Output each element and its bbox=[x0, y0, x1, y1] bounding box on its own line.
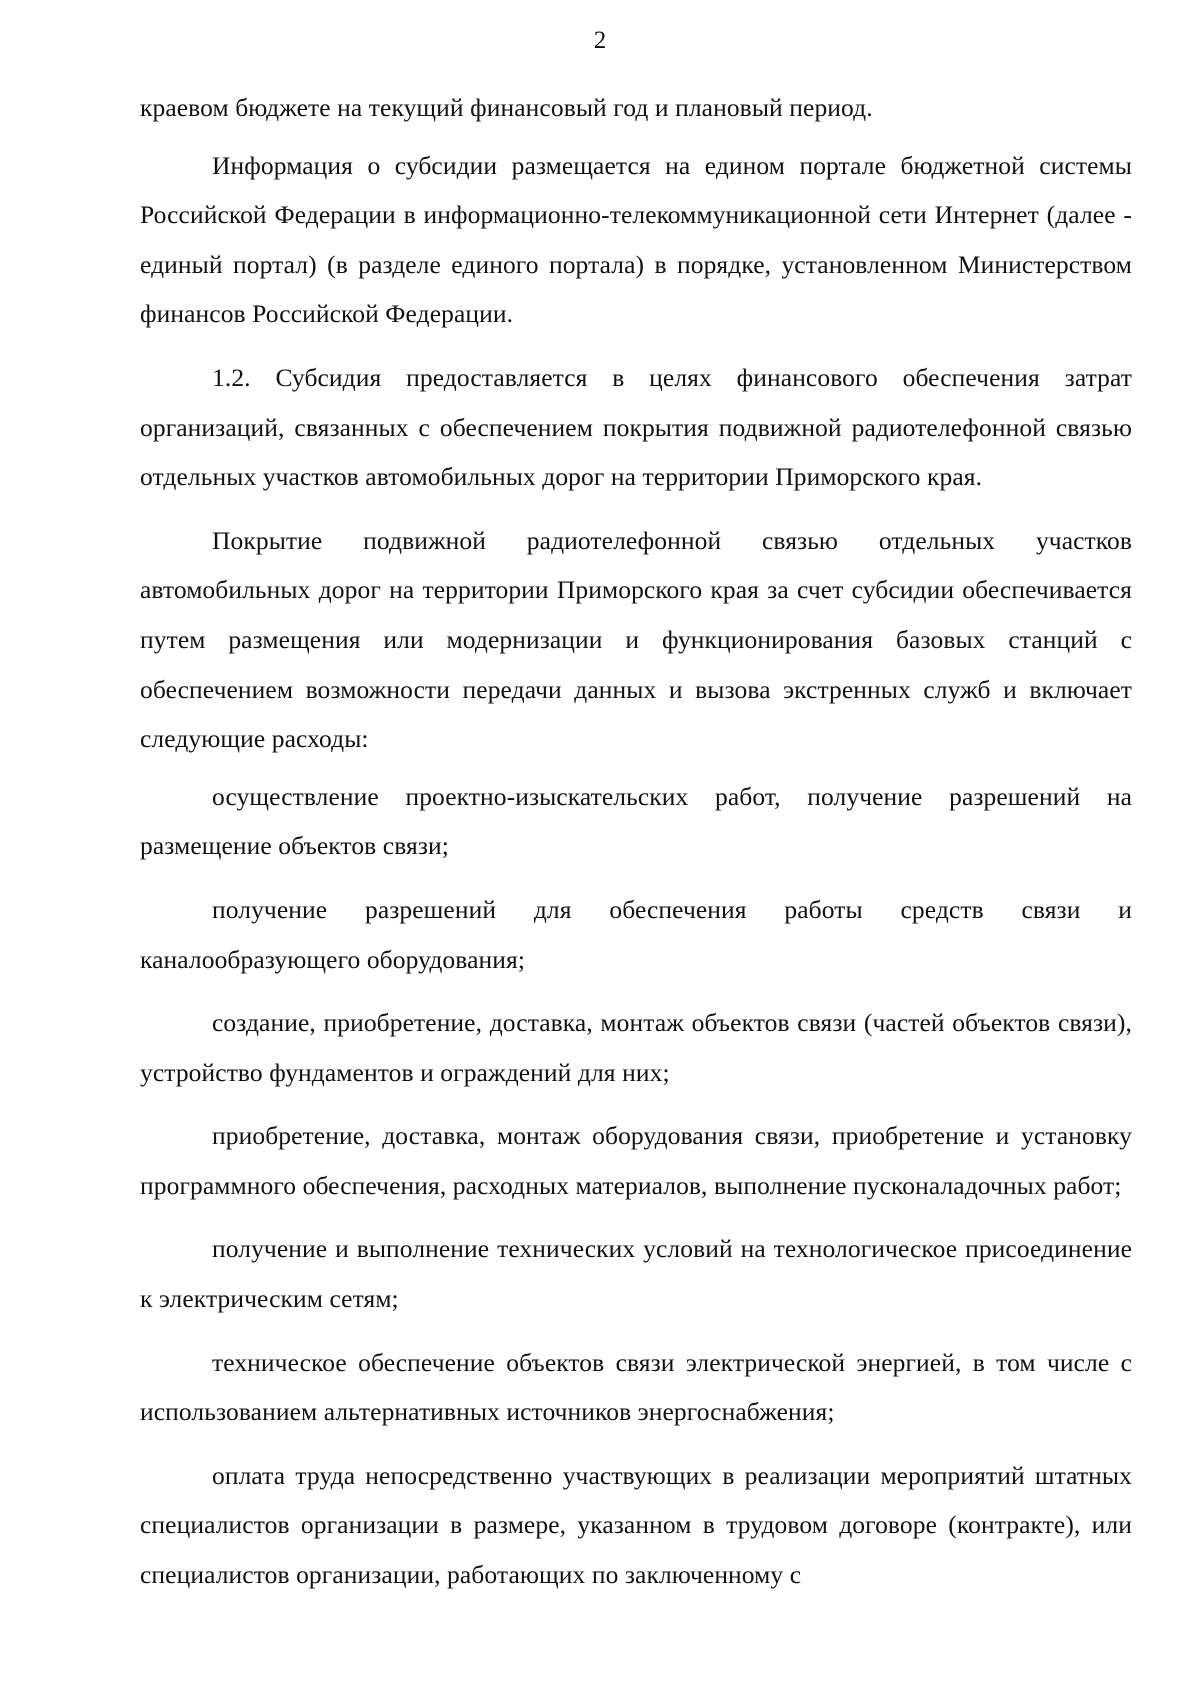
paragraph-coverage: Покрытие подвижной радиотелефонной связью отдельных участков автомобильных дорог на территории Приморского края за счет субсидии обеспечивается путем размещения или модернизации и функционирования базовых станций с обеспечением возможности передачи данных и вызова экстренных служб и включает следующие расходы: bbox=[140, 525, 1132, 754]
list-item-construction: создание, приобретение, доставка, монтаж объектов связи (частей объектов связи), устройство фундаментов и ограждений для них; bbox=[140, 1008, 1132, 1087]
paragraph-budget-continuation: краевом бюджете на текущий финансовый год и плановый период. bbox=[140, 93, 873, 122]
paragraph-subsidy-info: Информация о субсидии размещается на едином портале бюджетной системы Российской Федерации в информационно-телекоммуникационной сети Интернет (далее - единый портал) (в разделе единого портала) в порядке, установленном Министерством финансов Российской Федерации. bbox=[140, 150, 1132, 329]
list-item-equipment: приобретение, доставка, монтаж оборудования связи, приобретение и установку программного обеспечения, расходных материалов, выполнение пусконаладочных работ; bbox=[140, 1121, 1132, 1200]
list-item-permits: получение разрешений для обеспечения работы средств связи и каналообразующего оборудования; bbox=[140, 894, 1132, 974]
paragraph-section-1-2: 1.2. Субсидия предоставляется в целях финансового обеспечения затрат организаций, связанных с обеспечением покрытия подвижной радиотелефонной связью отдельных участков автомобильных дорог на территории Приморского края. bbox=[140, 362, 1132, 492]
document-body bbox=[140, 83, 1132, 1600]
list-item-power-supply: техническое обеспечение объектов связи электрической энергией, в том числе с использованием альтернативных источников энергоснабжения; bbox=[140, 1347, 1132, 1427]
list-item-survey-works: осуществление проектно-изыскательских работ, получение разрешений на размещение объектов связи; bbox=[140, 781, 1132, 861]
list-item-grid-connection: получение и выполнение технических условий на технологическое присоединение к электрическим сетям; bbox=[140, 1234, 1132, 1314]
page-number: 2 bbox=[593, 27, 607, 54]
list-item-labor-costs: оплата труда непосредственно участвующих в реализации мероприятий штатных специалистов организации в размере, указанном в трудовом договоре (контракте), или специалистов организации, работающих по заключенному с bbox=[140, 1460, 1132, 1590]
